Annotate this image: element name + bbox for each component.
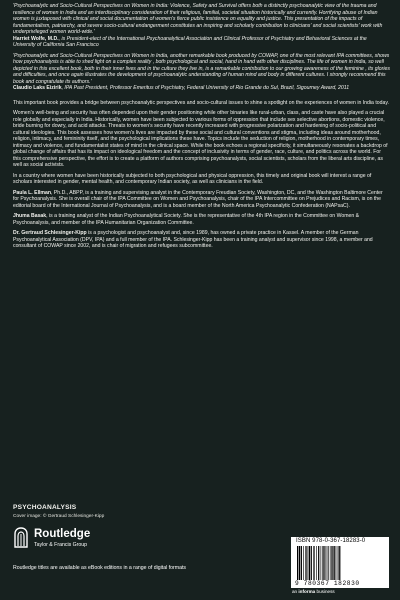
author-name: Jhuma Basak: [13, 213, 47, 219]
reviewer-title: , IPA Past President, Professor Emeritus of Psychiatry, Federal University of Rio Grande do Sul, Brazil, Sigourney Award, 2011: [61, 85, 350, 91]
author-name: Dr. Gertraud Schlesinger-Kipp: [13, 230, 87, 236]
imprint-brand: informa: [298, 589, 316, 594]
imprint-prefix: an: [292, 589, 299, 594]
reviewer-name: Claudio Laks Eizirik: [13, 85, 62, 91]
cover-image-credit: Cover image: © Gertraud Schlesinger-Kipp: [13, 514, 105, 519]
isbn-barcode-box: [291, 537, 389, 588]
review-1: [13, 3, 390, 49]
review-attribution: [13, 36, 390, 49]
author-bio: [13, 190, 390, 210]
description-paragraph: This important book provides a bridge between psychoanalytic perspectives and socio-cultural issues to shine a spotlight on the experiences of women in India today.: [13, 99, 389, 106]
description-paragraph: Women's well-being and security has often depended upon their gender positioning while other binaries like rural-urban, class, and caste have also played a crucial role globally and especially in India. Historically, women have been subjected to various forms of oppression that include sex selective abortions, domestic violence, bride burning for dowry, and acid attacks. Threats to women's security have recently increased with progressive polarization and hardening of socio-political and cultural ideologies. This book assesses how women's lives are impacted by these social and cultural conventions and stigma, including ideas around motherhood, religion, intimacy, and femininity itself, and the psychological implications these have. Topics include the seduction of religion, motherhood in contemporary times, intimacy and violence, and fundamentalist states of mind in the clinical space. While the book echoes a regional specificity, it simultaneously resonates a backdrop of global change of affairs that has its impact on ideological freedom and the concept of inclusivity in terms of gender, race, culture, and politics across the world. For this comprehensive perspective, the effort is to create a platform of authors comprising psychoanalysts, social scientists, scholars from the liberal arts discipline, as well as social activists.: [13, 110, 388, 168]
description-paragraph: In a country where women have been historically subjected to both psychological and physical oppression, this timely and original book will interest a range of scholars interested in gender, mental health, and contemporary Indian society, as well as clinicians in the field.: [13, 172, 372, 185]
review-attribution: [13, 85, 390, 92]
isbn-label: ISBN 978-0-367-18283-0: [296, 538, 366, 544]
barcode: [296, 546, 384, 580]
author-bio-text: is a psychologist and psychoanalyst and, since 1989, has owned a private practice in Kassel. A member of the German Psychoanalytical Association (DPV, IPA) and a full member of the IPA. Schlesinger-Kipp has been a training analyst and supervisor since 1998, a member and consultant of COWAP since 2002, and is chair of migration and refugees subcommittee.: [13, 230, 373, 249]
review-quote: 'Psychoanalytic and Socio-Cultural Perspectives on Women in India: Violence, Safety and Survival offers both a distinctly psychoanalytic view of the trauma and resilience of women in India and an interdisciplinary consideration of their religious, familial, societal situation historically and currently. Horrifying abuse of Indian women is juxtaposed with clinical and social documentation of women's fierce public insistence on equality and justice. This presentation of the impacts of fundamentalism, patriarchy, and severe socio-cultural endangerment constitutes an inspiring and scholarly contribution to clinicians' and social scientists' work with underprivileged women world-wide.': [13, 3, 383, 35]
author-bio-text: , is a training analyst of the Indian Psychoanalytical Society. She is the representative of the 4th IPA region in the Committee on Women & Psychoanalysis, and member of the IPA Humanitarian Organization Committee.: [13, 213, 360, 226]
ebook-note: Routledge titles are available as eBook editions in a range of digital formats: [13, 565, 187, 571]
reviewer-title: , is President-elect of the International Psychoanalytical Association and Clinical Professor of Psychiatry and Behavioral Sciences at the University of California San Francisco: [13, 35, 367, 48]
review-quote: 'Psychoanalytic and Socio-Cultural Perspectives on Women in India, another remarkable book produced by COWAP, one of the most relevant IPA committees, shows how psychoanalysis is able to shed light on a complex reality , both psychological and social, hand in hand with other disciplines. The life of women in India, so well depicted in this excellent book, both in their inner lives and in the culture they live in, is a remarkable contribution to our growing awareness of the feminine , its glories and difficulties, and once again illustrates the development of psychoanalytic understanding of human mind and body in different cultures. I strongly recommend this book and congratulate its authors.': [13, 52, 390, 85]
routledge-logo-icon: [13, 527, 29, 549]
subject-category: PSYCHOANALYSIS: [13, 504, 77, 511]
imprint-suffix: business: [315, 589, 335, 594]
author-bio: [13, 230, 390, 250]
publisher-group: Taylor & Francis Group: [34, 542, 88, 548]
review-2: [13, 53, 390, 92]
reviewer-name: Harriet Wolfe, M.D.: [13, 35, 59, 42]
author-bio: [13, 213, 390, 226]
author-name: Paula L. Ellman: [13, 189, 51, 196]
author-bio-text: , Ph.D., ABPP, is a training and supervising analyst in the Contemporary Freudian Society, Washington, DC, and the Washington Baltimore Center for Psychoanalysis. She is overall chair of the IPA Committee on Women and Psychoanalysis, chair of the IPA Intercommittee on Prejudices and Racism, is on the editorial board of the International Journal of Psychoanalysis, and is a board member of the North America Psychoanalytic Confederation (NAPsaC).: [13, 189, 383, 209]
barcode-digits: 9 780367 182830: [295, 580, 360, 587]
publisher-logo: [13, 527, 123, 557]
publisher-name: Routledge: [34, 528, 91, 540]
cover-text: [13, 3, 390, 254]
informa-imprint: [292, 589, 335, 594]
